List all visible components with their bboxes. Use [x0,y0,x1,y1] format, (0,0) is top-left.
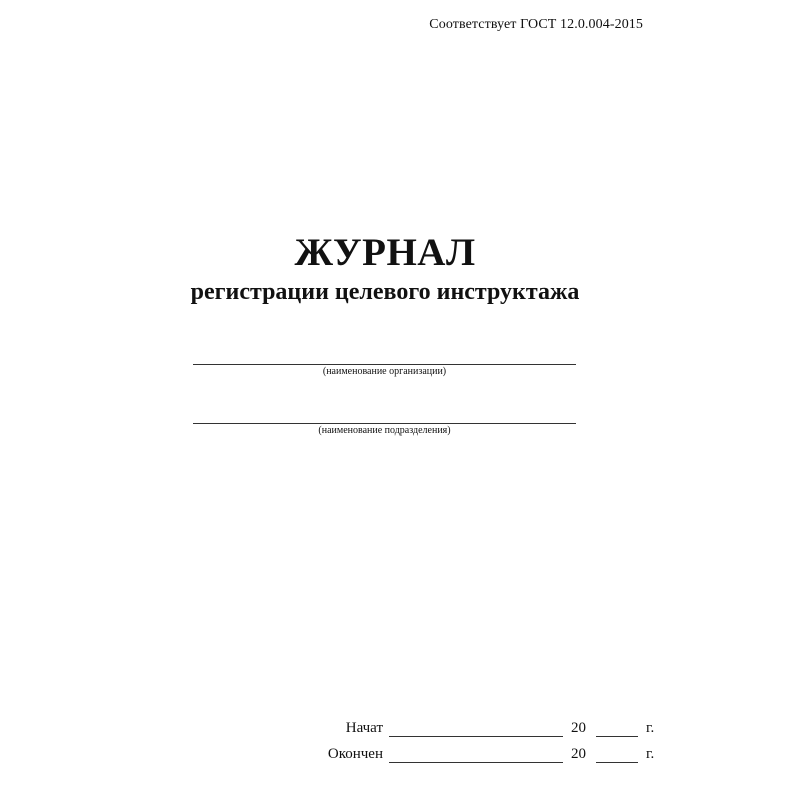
end-date-century: 20 [571,746,586,762]
end-year-suffix: г. [646,746,655,762]
start-year-suffix: г. [646,720,655,736]
end-date-row [300,746,680,766]
journal-title: ЖУРНАЛ [294,231,476,274]
organization-caption: (наименование организации) [322,366,447,377]
start-date-century: 20 [571,720,586,736]
start-year-blank [596,736,638,737]
start-date-label: Начат [345,720,383,736]
start-date-blank [389,736,563,737]
end-year-blank [596,762,638,763]
standard-compliance-note: Соответствует ГОСТ 12.0.004-2015 [429,17,643,32]
department-name-blank [193,423,576,424]
start-date-row [300,720,680,740]
end-date-blank [389,762,563,763]
organization-name-blank [193,364,576,365]
journal-subtitle: регистрации целевого инструктажа [190,279,580,305]
department-caption: (наименование подразделения) [318,425,451,436]
end-date-label: Окончен [327,746,383,762]
